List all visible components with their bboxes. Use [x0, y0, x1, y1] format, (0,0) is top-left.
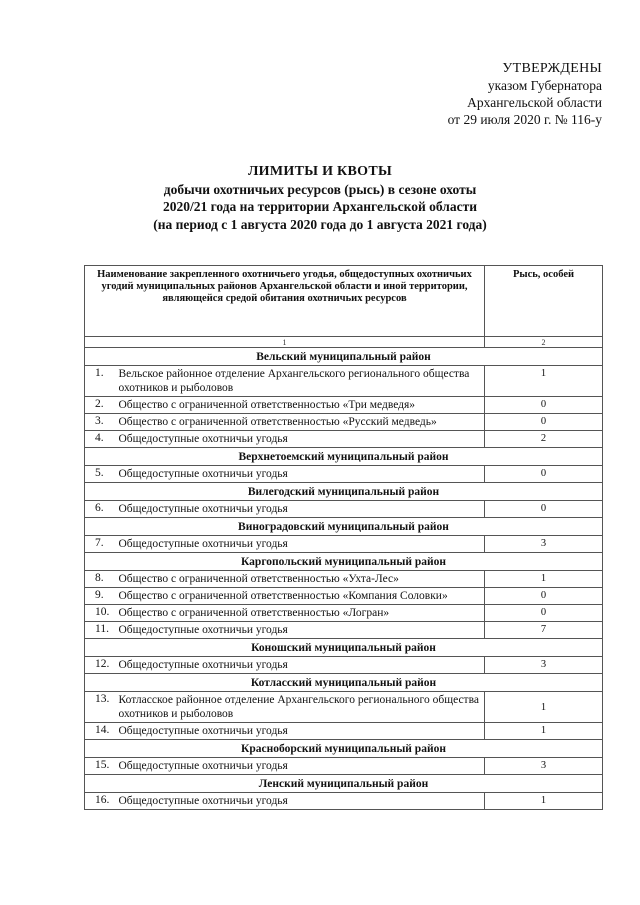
lynx-quota-value: 3	[485, 758, 603, 775]
table-row	[85, 397, 603, 414]
lynx-quota-value: 3	[485, 657, 603, 674]
row-number: 5.	[85, 466, 115, 483]
hunting-ground-name: Котласское районное отделение Архангельского регионального общества охотников и рыболовов	[115, 692, 485, 723]
row-number: 16.	[85, 793, 115, 810]
hunting-ground-name: Общедоступные охотничьи угодья	[115, 501, 485, 518]
district-row	[85, 448, 603, 466]
row-number: 8.	[85, 571, 115, 588]
hunting-ground-name: Вельское районное отделение Архангельского регионального общества охотников и рыболовов	[115, 366, 485, 397]
quota-table	[84, 265, 603, 810]
district-name: Коношский муниципальный район	[85, 639, 603, 657]
district-name: Ленский муниципальный район	[85, 775, 603, 793]
hunting-ground-name: Общество с ограниченной ответственностью «Логран»	[115, 605, 485, 622]
row-number: 15.	[85, 758, 115, 775]
district-name: Вельский муниципальный район	[85, 348, 603, 366]
header-name-cell: Наименование закрепленного охотничьего угодья, общедоступных охотничьих угодий муниципальных районов Архангельской области и иной территории, являющейся средой обитания охотничьих ресурсов	[85, 266, 485, 337]
hunting-ground-name: Общество с ограниченной ответственностью «Три медведя»	[115, 397, 485, 414]
lynx-quota-value: 0	[485, 605, 603, 622]
district-row	[85, 518, 603, 536]
district-name: Верхнетоемский муниципальный район	[85, 448, 603, 466]
district-row	[85, 639, 603, 657]
lynx-quota-value: 3	[485, 536, 603, 553]
lynx-quota-value: 0	[485, 466, 603, 483]
row-number: 14.	[85, 723, 115, 740]
lynx-quota-value: 7	[485, 622, 603, 639]
hunting-ground-name: Общедоступные охотничьи угодья	[115, 466, 485, 483]
lynx-quota-value: 1	[485, 692, 603, 723]
table-row	[85, 758, 603, 775]
district-row	[85, 740, 603, 758]
column-index-2: 2	[485, 337, 603, 348]
column-index-row	[85, 337, 603, 348]
hunting-ground-name: Общество с ограниченной ответственностью «Ухта-Лес»	[115, 571, 485, 588]
row-number: 4.	[85, 431, 115, 448]
row-number: 1.	[85, 366, 115, 397]
row-number: 7.	[85, 536, 115, 553]
table-row	[85, 723, 603, 740]
row-number: 10.	[85, 605, 115, 622]
table-row	[85, 536, 603, 553]
table-row	[85, 366, 603, 397]
approval-date: от 29 июля 2020 г. № 116-у	[447, 112, 602, 127]
title-main: ЛИМИТЫ И КВОТЫ	[247, 164, 393, 179]
hunting-ground-name: Общедоступные охотничьи угодья	[115, 723, 485, 740]
title-period: (на период с 1 августа 2020 года до 1 августа 2021 года)	[153, 216, 487, 232]
district-name: Каргопольский муниципальный район	[85, 553, 603, 571]
title-subtitle-1: добычи охотничьих ресурсов (рысь) в сезоне охоты	[163, 181, 477, 197]
table-row	[85, 571, 603, 588]
table-row	[85, 501, 603, 518]
lynx-quota-value: 1	[485, 723, 603, 740]
title-subtitle-2: 2020/21 года на территории Архангельской области	[162, 199, 478, 214]
district-row	[85, 483, 603, 501]
district-name: Красноборский муниципальный район	[85, 740, 603, 758]
table-row	[85, 692, 603, 723]
lynx-quota-value: 1	[485, 571, 603, 588]
header-value-cell: Рысь, особей	[485, 266, 603, 337]
lynx-quota-value: 1	[485, 793, 603, 810]
hunting-ground-name: Общедоступные охотничьи угодья	[115, 657, 485, 674]
document-title	[0, 163, 640, 233]
district-name: Вилегодский муниципальный район	[85, 483, 603, 501]
district-row	[85, 553, 603, 571]
district-row	[85, 674, 603, 692]
row-number: 12.	[85, 657, 115, 674]
row-number: 2.	[85, 397, 115, 414]
approval-heading: УТВЕРЖДЕНЫ	[502, 61, 602, 76]
table-row	[85, 414, 603, 431]
district-name: Виноградовский муниципальный район	[85, 518, 603, 536]
table-header-row	[85, 266, 603, 337]
quota-table-body	[85, 266, 603, 810]
table-row	[85, 793, 603, 810]
approval-issuer: указом Губернатора	[487, 78, 602, 93]
hunting-ground-name: Общество с ограниченной ответственностью «Русский медведь»	[115, 414, 485, 431]
hunting-ground-name: Общедоступные охотничьи угодья	[115, 622, 485, 639]
hunting-ground-name: Общедоступные охотничьи угодья	[115, 793, 485, 810]
row-number: 13.	[85, 692, 115, 723]
table-row	[85, 431, 603, 448]
lynx-quota-value: 0	[485, 414, 603, 431]
hunting-ground-name: Общедоступные охотничьи угодья	[115, 536, 485, 553]
table-row	[85, 622, 603, 639]
lynx-quota-value: 0	[485, 501, 603, 518]
row-number: 6.	[85, 501, 115, 518]
lynx-quota-value: 0	[485, 397, 603, 414]
table-row	[85, 466, 603, 483]
district-name: Котласский муниципальный район	[85, 674, 603, 692]
column-index-1: 1	[85, 337, 485, 348]
hunting-ground-name: Общедоступные охотничьи угодья	[115, 758, 485, 775]
lynx-quota-value: 1	[485, 366, 603, 397]
district-row	[85, 775, 603, 793]
table-row	[85, 605, 603, 622]
lynx-quota-value: 0	[485, 588, 603, 605]
hunting-ground-name: Общедоступные охотничьи угодья	[115, 431, 485, 448]
table-row	[85, 657, 603, 674]
district-row	[85, 348, 603, 366]
row-number: 3.	[85, 414, 115, 431]
row-number: 11.	[85, 622, 115, 639]
hunting-ground-name: Общество с ограниченной ответственностью «Компания Соловки»	[115, 588, 485, 605]
approval-stamp	[342, 60, 602, 128]
row-number: 9.	[85, 588, 115, 605]
lynx-quota-value: 2	[485, 431, 603, 448]
approval-region: Архангельской области	[467, 95, 602, 110]
table-row	[85, 588, 603, 605]
